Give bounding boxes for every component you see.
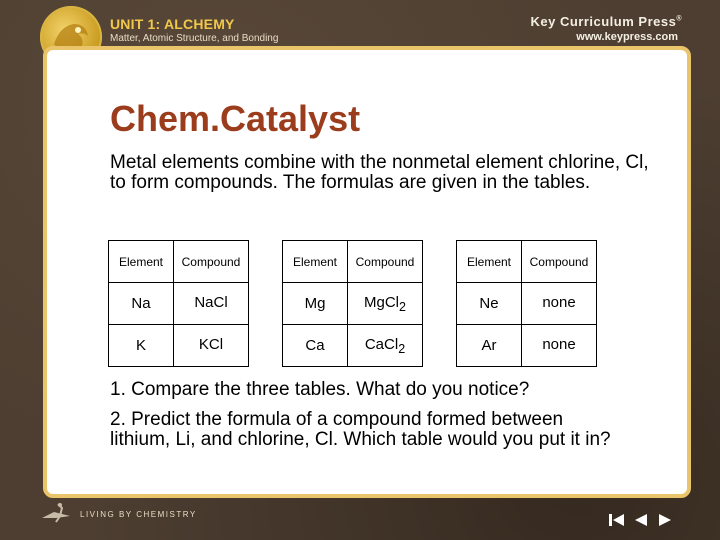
chemistry-figure-icon [40,502,74,524]
table-header-compound: Compound [174,241,249,283]
element-cell: Mg [283,283,348,325]
nav-first-button[interactable] [608,512,626,533]
table-row [283,325,423,367]
compound-formula: NaCl [194,293,228,311]
table-row [109,283,249,325]
publisher-name [530,14,682,29]
compound-formula: KCl [198,335,224,353]
compound-table-1 [108,240,249,367]
compound-table-3 [456,240,597,367]
table-row [109,325,249,367]
publisher-url: www.keypress.com [576,31,678,43]
compound-subscript: 2 [398,341,406,356]
table-row [283,283,423,325]
skip-to-start-icon [608,512,626,528]
footer-brand: LIVING BY CHEMISTRY [80,510,197,519]
compound-cell [348,283,423,325]
table-header-element: Element [109,241,174,283]
compound-cell [174,283,249,325]
element-cell: Ar [457,325,522,367]
publisher-name-text: Key Curriculum Press [530,14,677,29]
previous-arrow-icon [633,512,649,528]
compound-cell [522,283,597,325]
compound-subscript: 2 [399,299,406,314]
table-header-compound: Compound [348,241,423,283]
intro-text: Metal elements combine with the nonmetal element chlorine, Cl, to form compounds. The formulas are given in the tables. [110,152,649,193]
table-header-element: Element [283,241,348,283]
publisher-mark: ® [676,15,682,23]
nav-previous-button[interactable] [633,512,649,533]
element-cell: Ne [457,283,522,325]
next-arrow-icon [657,512,673,528]
element-cell: K [109,325,174,367]
table-header-element: Element [457,241,522,283]
nav-next-button[interactable] [657,512,673,533]
table-row [457,283,597,325]
compound-cell [522,325,597,367]
compound-cell [348,325,423,367]
unit-title: UNIT 1: ALCHEMY [110,16,235,32]
compound-formula: CaCl [364,335,399,353]
table-row [457,325,597,367]
compound-formula: MgCl [364,293,400,311]
question-1: 1. Compare the three tables. What do you notice? [110,379,530,400]
element-cell: Na [109,283,174,325]
slide-title: Chem.Catalyst [110,98,361,139]
unit-subtitle: Matter, Atomic Structure, and Bonding [110,33,279,44]
table-header-compound: Compound [522,241,597,283]
compound-formula: none [542,293,576,311]
question-2: 2. Predict the formula of a compound formed between lithium, Li, and chlorine, Cl. Which table would you put it in? [110,409,611,450]
compound-formula: none [542,335,576,353]
element-cell: Ca [283,325,348,367]
compound-table-2 [282,240,423,367]
compound-cell [174,325,249,367]
